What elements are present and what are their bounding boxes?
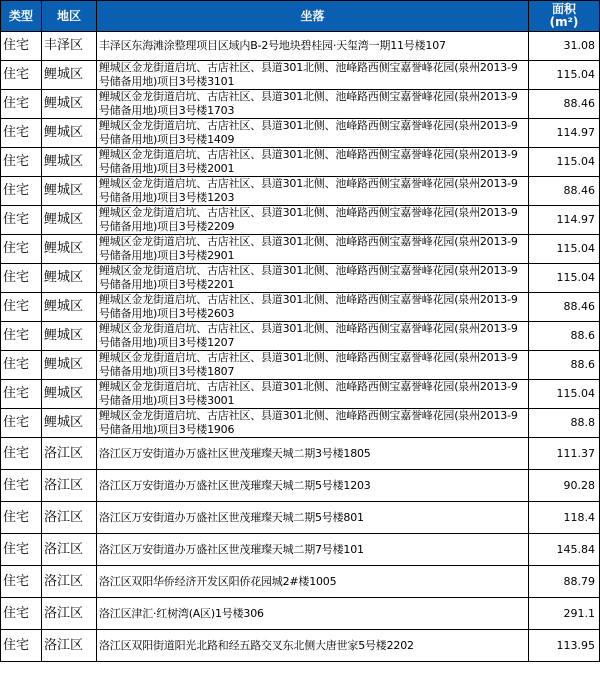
type-cell: 住宅 xyxy=(1,293,42,322)
table-row xyxy=(1,470,600,502)
header-area-unit: (m²) xyxy=(549,15,579,29)
area-cell: 88.46 xyxy=(529,293,600,322)
location-cell: 洛江区万安街道办万盛社区世茂璀璨天城二期3号楼1805 xyxy=(97,438,529,470)
table-row xyxy=(1,380,600,409)
district-cell: 洛江区 xyxy=(42,566,97,598)
type-cell: 住宅 xyxy=(1,235,42,264)
area-cell: 88.79 xyxy=(529,566,600,598)
location-cell: 洛江区万安街道办万盛社区世茂璀璨天城二期5号楼1203 xyxy=(97,470,529,502)
header-type: 类型 xyxy=(1,1,42,32)
area-cell: 114.97 xyxy=(529,206,600,235)
table-row xyxy=(1,438,600,470)
type-cell: 住宅 xyxy=(1,148,42,177)
location-cell: 洛江区双阳街道阳光北路和经五路交叉东北侧大唐世家5号楼2202 xyxy=(97,630,529,662)
location-cell: 鲤城区金龙街道启坑、古店社区、县道301北侧、池峰路西侧宝嘉誉峰花园(泉州2013-9号储备用地)项目3号楼1807 xyxy=(97,351,529,380)
location-cell: 洛江区万安街道办万盛社区世茂璀璨天城二期5号楼801 xyxy=(97,502,529,534)
table-row xyxy=(1,293,600,322)
location-cell: 鲤城区金龙街道启坑、古店社区、县道301北侧、池峰路西侧宝嘉誉峰花园(泉州2013-9号储备用地)项目3号楼2209 xyxy=(97,206,529,235)
table-row xyxy=(1,351,600,380)
district-cell: 鲤城区 xyxy=(42,177,97,206)
area-cell: 115.04 xyxy=(529,148,600,177)
type-cell: 住宅 xyxy=(1,502,42,534)
district-cell: 洛江区 xyxy=(42,534,97,566)
type-cell: 住宅 xyxy=(1,351,42,380)
district-cell: 洛江区 xyxy=(42,502,97,534)
type-cell: 住宅 xyxy=(1,206,42,235)
district-cell: 鲤城区 xyxy=(42,148,97,177)
table-row xyxy=(1,32,600,61)
type-cell: 住宅 xyxy=(1,409,42,438)
table-row xyxy=(1,264,600,293)
district-cell: 鲤城区 xyxy=(42,90,97,119)
type-cell: 住宅 xyxy=(1,438,42,470)
type-cell: 住宅 xyxy=(1,177,42,206)
type-cell: 住宅 xyxy=(1,470,42,502)
header-area xyxy=(529,1,600,32)
district-cell: 鲤城区 xyxy=(42,409,97,438)
table-row xyxy=(1,630,600,662)
table-row xyxy=(1,322,600,351)
area-cell: 88.46 xyxy=(529,177,600,206)
district-cell: 洛江区 xyxy=(42,630,97,662)
table-row xyxy=(1,534,600,566)
table-row xyxy=(1,598,600,630)
area-cell: 113.95 xyxy=(529,630,600,662)
area-cell: 118.4 xyxy=(529,502,600,534)
district-cell: 鲤城区 xyxy=(42,293,97,322)
area-cell: 114.97 xyxy=(529,119,600,148)
type-cell: 住宅 xyxy=(1,534,42,566)
type-cell: 住宅 xyxy=(1,630,42,662)
location-cell: 丰泽区东海滩涂整理项目区域内B-2号地块碧桂园·天玺湾一期11号楼107 xyxy=(97,32,529,61)
type-cell: 住宅 xyxy=(1,264,42,293)
district-cell: 鲤城区 xyxy=(42,119,97,148)
location-cell: 鲤城区金龙街道启坑、古店社区、县道301北侧、池峰路西侧宝嘉誉峰花园(泉州2013-9号储备用地)项目3号楼2201 xyxy=(97,264,529,293)
location-cell: 鲤城区金龙街道启坑、古店社区、县道301北侧、池峰路西侧宝嘉誉峰花园(泉州2013-9号储备用地)项目3号楼1207 xyxy=(97,322,529,351)
district-cell: 鲤城区 xyxy=(42,206,97,235)
district-cell: 鲤城区 xyxy=(42,351,97,380)
type-cell: 住宅 xyxy=(1,322,42,351)
area-cell: 145.84 xyxy=(529,534,600,566)
location-cell: 鲤城区金龙街道启坑、古店社区、县道301北侧、池峰路西侧宝嘉誉峰花园(泉州2013-9号储备用地)项目3号楼1906 xyxy=(97,409,529,438)
location-cell: 鲤城区金龙街道启坑、古店社区、县道301北侧、池峰路西侧宝嘉誉峰花园(泉州2013-9号储备用地)项目3号楼3001 xyxy=(97,380,529,409)
location-cell: 洛江区津汇·红树湾(A区)1号楼306 xyxy=(97,598,529,630)
location-cell: 洛江区万安街道办万盛社区世茂璀璨天城二期7号楼101 xyxy=(97,534,529,566)
area-cell: 88.6 xyxy=(529,322,600,351)
table-row xyxy=(1,235,600,264)
location-cell: 鲤城区金龙街道启坑、古店社区、县道301北侧、池峰路西侧宝嘉誉峰花园(泉州2013-9号储备用地)项目3号楼2001 xyxy=(97,148,529,177)
table-row xyxy=(1,409,600,438)
table-header-row xyxy=(1,1,600,32)
district-cell: 洛江区 xyxy=(42,438,97,470)
table-row xyxy=(1,177,600,206)
area-cell: 88.46 xyxy=(529,90,600,119)
table-row xyxy=(1,90,600,119)
table-row xyxy=(1,566,600,598)
table-row xyxy=(1,148,600,177)
location-cell: 鲤城区金龙街道启坑、古店社区、县道301北侧、池峰路西侧宝嘉誉峰花园(泉州2013-9号储备用地)项目3号楼2603 xyxy=(97,293,529,322)
location-cell: 鲤城区金龙街道启坑、古店社区、县道301北侧、池峰路西侧宝嘉誉峰花园(泉州2013-9号储备用地)项目3号楼3101 xyxy=(97,61,529,90)
area-cell: 115.04 xyxy=(529,61,600,90)
location-cell: 洛江区双阳华侨经济开发区阳侨花园城2#楼1005 xyxy=(97,566,529,598)
location-cell: 鲤城区金龙街道启坑、古店社区、县道301北侧、池峰路西侧宝嘉誉峰花园(泉州2013-9号储备用地)项目3号楼1703 xyxy=(97,90,529,119)
area-cell: 115.04 xyxy=(529,235,600,264)
area-cell: 31.08 xyxy=(529,32,600,61)
district-cell: 洛江区 xyxy=(42,598,97,630)
type-cell: 住宅 xyxy=(1,598,42,630)
type-cell: 住宅 xyxy=(1,90,42,119)
type-cell: 住宅 xyxy=(1,61,42,90)
area-cell: 88.8 xyxy=(529,409,600,438)
area-cell: 111.37 xyxy=(529,438,600,470)
district-cell: 丰泽区 xyxy=(42,32,97,61)
area-cell: 291.1 xyxy=(529,598,600,630)
area-cell: 115.04 xyxy=(529,380,600,409)
area-cell: 88.6 xyxy=(529,351,600,380)
district-cell: 鲤城区 xyxy=(42,264,97,293)
location-cell: 鲤城区金龙街道启坑、古店社区、县道301北侧、池峰路西侧宝嘉誉峰花园(泉州2013-9号储备用地)项目3号楼2901 xyxy=(97,235,529,264)
table-row xyxy=(1,119,600,148)
district-cell: 鲤城区 xyxy=(42,235,97,264)
location-cell: 鲤城区金龙街道启坑、古店社区、县道301北侧、池峰路西侧宝嘉誉峰花园(泉州2013-9号储备用地)项目3号楼1203 xyxy=(97,177,529,206)
area-cell: 90.28 xyxy=(529,470,600,502)
header-district: 地区 xyxy=(42,1,97,32)
type-cell: 住宅 xyxy=(1,380,42,409)
district-cell: 鲤城区 xyxy=(42,61,97,90)
header-area-label: 面积 xyxy=(551,2,576,16)
table-row xyxy=(1,61,600,90)
type-cell: 住宅 xyxy=(1,119,42,148)
header-location: 坐落 xyxy=(97,1,529,32)
type-cell: 住宅 xyxy=(1,566,42,598)
table-row xyxy=(1,502,600,534)
table-row xyxy=(1,206,600,235)
district-cell: 鲤城区 xyxy=(42,380,97,409)
district-cell: 洛江区 xyxy=(42,470,97,502)
area-cell: 115.04 xyxy=(529,264,600,293)
location-cell: 鲤城区金龙街道启坑、古店社区、县道301北侧、池峰路西侧宝嘉誉峰花园(泉州2013-9号储备用地)项目3号楼1409 xyxy=(97,119,529,148)
type-cell: 住宅 xyxy=(1,32,42,61)
district-cell: 鲤城区 xyxy=(42,322,97,351)
